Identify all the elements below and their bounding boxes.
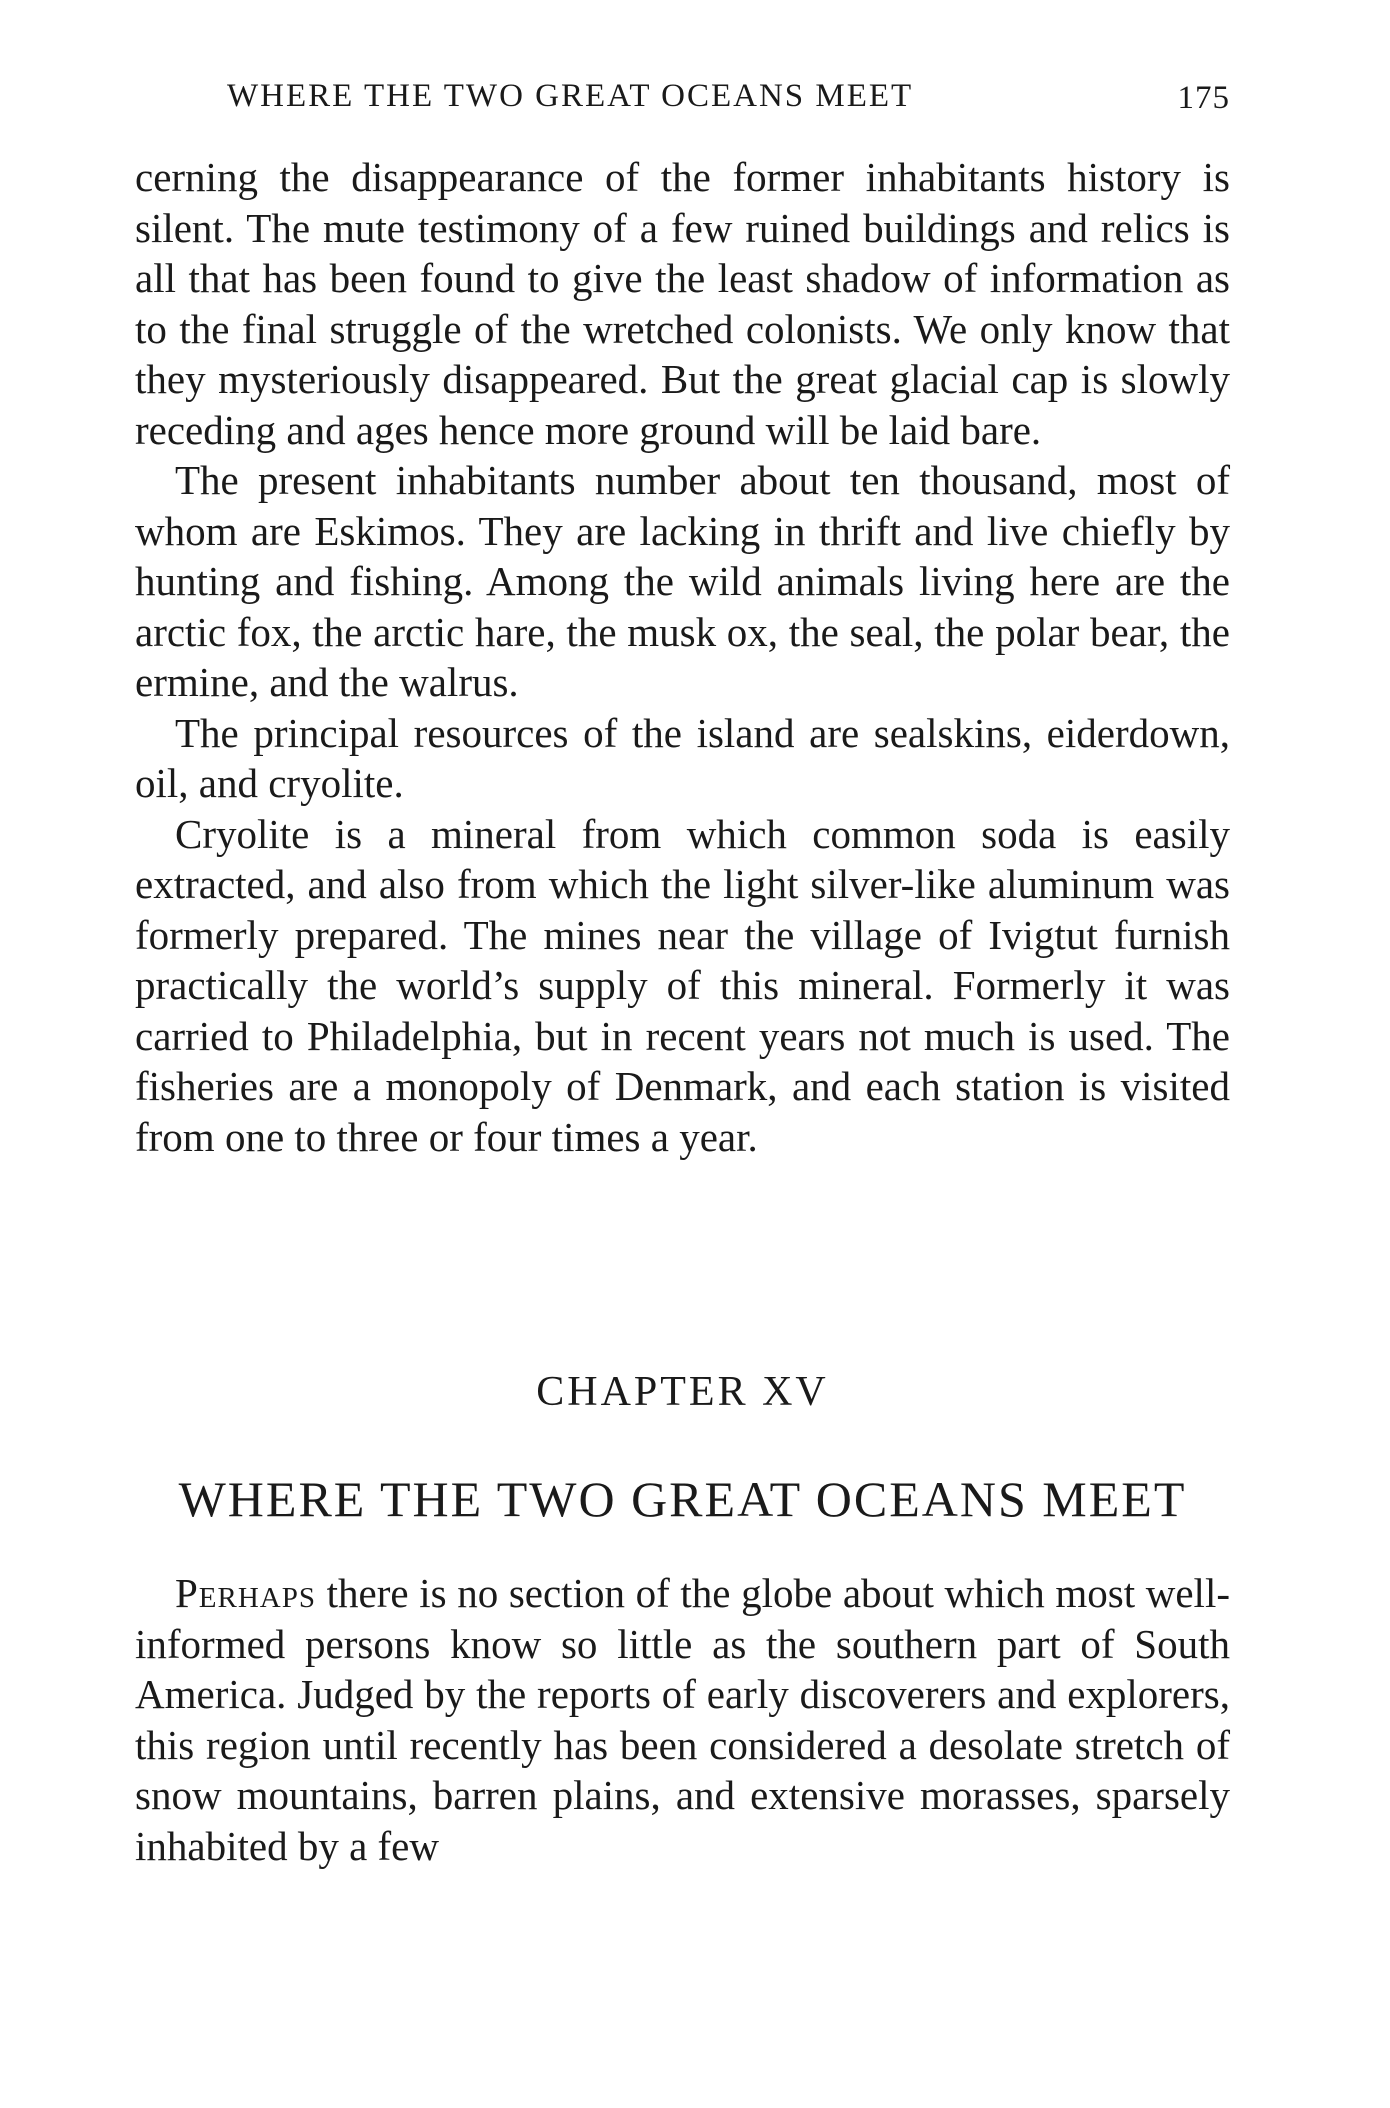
chapter-title: WHERE THE TWO GREAT OCEANS MEET (178, 1471, 1187, 1527)
running-head (135, 78, 1230, 118)
chapter-number: CHAPTER XV (536, 1369, 829, 1415)
chapter-opening-paragraph (135, 1568, 1230, 1871)
paragraph-inhabitants: The present inhabitants number about ten thousand, most of whom are Eskimos. They are lacking in thrift and live chiefly by hunting and fishing. Among the wild animals living here are the arctic fox, the arctic hare, the musk ox, the seal, the polar bear, the ermine, and the walrus. (135, 457, 1230, 705)
paragraph-cryolite: Cryolite is a mineral from which common soda is easily extracted, and also from which the light silver-like aluminum was formerly prepared. The mines near the village of Ivigtut furnish practically the world’s supply of this mineral. Formerly it was carried to Philadelphia, but in recent years not much is used. The fisheries are a monopoly of Denmark, and each station is visited from one to three or four times a year. (135, 810, 1230, 1160)
paragraph-resources: The principal resources of the island are sealskins, eiderdown, oil, and cryolite. (135, 709, 1230, 806)
chapter-opening-rest: there is no section of the globe about which most well-informed persons know so little as the southern part of South America. Judged by the reports of early discoverers and explorers, this region until recently has been considered a desolate stretch of snow mountains, barren plains, and extensive morasses, sparsely inhabited by a few (135, 1570, 1230, 1869)
chapter-opening-word: Perhaps (175, 1570, 317, 1616)
body-text (135, 152, 1230, 1162)
page-number: 175 (1177, 80, 1230, 116)
chapter-opening-text (135, 1568, 1230, 1871)
paragraph-continued: cerning the disappearance of the former inhabitants history is silent. The mute testimony of a few ruined buildings and relics is all that has been found to give the least shadow of information as to the final struggle of the wretched colonists. We only know that they mysteriously disappeared. But the great glacial cap is slowly receding and ages hence more ground will be laid bare. (135, 154, 1230, 453)
running-head-title: WHERE THE TWO GREAT OCEANS MEET (227, 78, 914, 114)
